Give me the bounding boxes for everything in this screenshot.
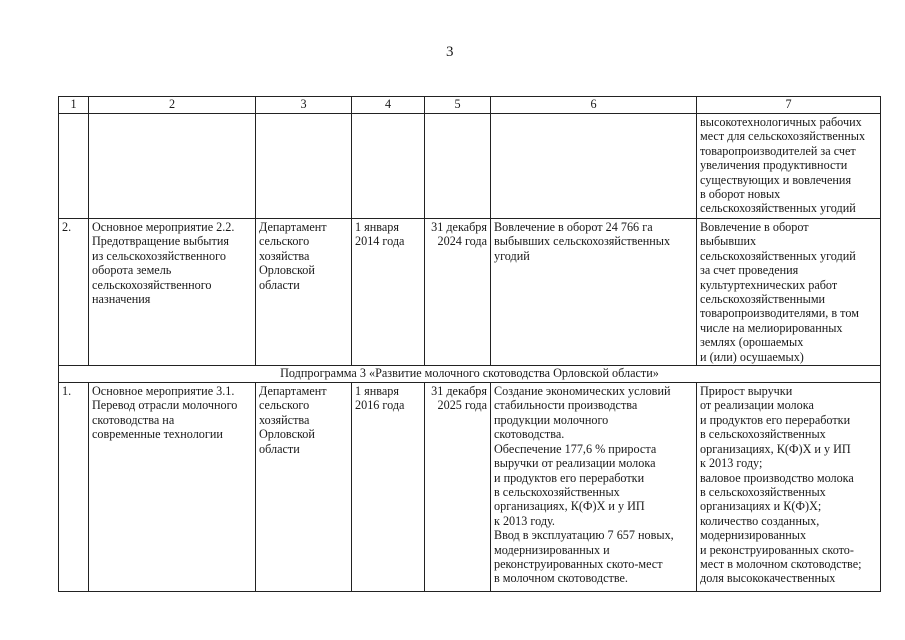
result-line: Вовлечение в оборот 24 766 га — [494, 220, 653, 234]
executor-cell — [256, 219, 352, 366]
program-measures-table — [58, 96, 881, 592]
end-date-line: 2024 года — [437, 234, 487, 249]
result-line: в молочном скотоводстве. — [494, 571, 628, 586]
indicator-line: Прирост выручки — [700, 384, 793, 399]
measure-line: Предотвращение выбытия — [92, 234, 229, 249]
num-cell: 2. — [59, 219, 89, 366]
indicator-line: культуртехнических работ — [700, 277, 838, 292]
result-line: в сельскохозяйственных — [494, 484, 620, 499]
indicator-line: и реконструированных ското- — [700, 542, 854, 557]
indicator-line: выбывших — [700, 234, 757, 249]
subprogram-row — [59, 366, 881, 383]
indicator-line: существующих и вовлечения — [700, 172, 852, 187]
result-cell — [491, 114, 697, 219]
table-row-continuation — [59, 114, 881, 219]
end-cell — [425, 383, 491, 592]
result-line: скотоводства. — [494, 427, 565, 442]
result-line: выручки от реализации молока — [494, 456, 656, 471]
measure-line: из сельскохозяйственного — [92, 248, 226, 263]
header-cell: 1 — [59, 97, 89, 114]
start-date-line: 1 января — [355, 220, 399, 234]
measure-cell — [89, 383, 256, 592]
indicator-line: мест для сельскохозяйственных — [700, 129, 866, 144]
executor-line: Орловской — [259, 263, 315, 278]
header-row — [59, 97, 881, 114]
indicator-line: товаропроизводителями, в том — [700, 306, 859, 321]
header-cell: 2 — [89, 97, 256, 114]
measure-cell — [89, 114, 256, 219]
indicator-line: к 2013 году; — [700, 456, 763, 471]
end-date-line: 31 декабря — [431, 384, 487, 399]
indicator-cell — [697, 219, 881, 366]
indicator-line: в сельскохозяйственных — [700, 427, 826, 442]
end-date-line: 2025 года — [437, 398, 487, 413]
indicator-line: мест в молочном скотоводстве; — [700, 556, 862, 571]
result-cell — [491, 219, 697, 366]
result-line: к 2013 году. — [494, 513, 555, 528]
executor-cell — [256, 114, 352, 219]
end-cell — [425, 219, 491, 366]
indicator-line: количество созданных, — [700, 513, 820, 528]
num-cell: 1. — [59, 383, 89, 592]
end-cell — [425, 114, 491, 219]
indicator-line: числе на мелиорированных — [700, 320, 843, 335]
indicator-line: высокотехнологичных рабочих — [700, 115, 862, 129]
result-line: Создание экономических условий — [494, 384, 671, 399]
start-cell — [352, 383, 425, 592]
start-cell — [352, 219, 425, 366]
measure-line: скотоводства на — [92, 412, 175, 427]
indicator-line: валовое производство молока — [700, 470, 854, 485]
indicator-line: организациях и К(Ф)Х; — [700, 499, 822, 514]
measure-line: Основное мероприятие 2.2. — [92, 220, 235, 234]
indicator-line: за счет проведения — [700, 263, 799, 278]
executor-cell — [256, 383, 352, 592]
header-cell: 6 — [491, 97, 697, 114]
result-line: модернизированных и — [494, 542, 610, 557]
indicator-line: сельскохозяйственных угодий — [700, 248, 856, 263]
num-cell — [59, 114, 89, 219]
result-line: организациях, К(Ф)Х и у ИП — [494, 499, 645, 514]
start-cell — [352, 114, 425, 219]
measure-line: Основное мероприятие 3.1. — [92, 384, 235, 399]
executor-line: хозяйства — [259, 412, 310, 427]
start-date-line: 2016 года — [355, 398, 405, 413]
executor-line: Департамент — [259, 384, 327, 399]
indicator-line: модернизированных — [700, 528, 807, 543]
table-row-measure-2-2 — [59, 219, 881, 366]
table-row-measure-3-1 — [59, 383, 881, 592]
indicator-line: от реализации молока — [700, 398, 814, 413]
header-cell: 3 — [256, 97, 352, 114]
indicator-line: в оборот новых — [700, 187, 781, 202]
indicator-line: сельскохозяйственными — [700, 292, 826, 307]
measure-line: назначения — [92, 292, 151, 307]
indicator-cell — [697, 114, 881, 219]
measure-cell — [89, 219, 256, 366]
executor-line: Орловской — [259, 427, 315, 442]
result-line: выбывших сельскохозяйственных — [494, 234, 671, 249]
indicator-line: землях (орошаемых — [700, 335, 804, 350]
page-number: 3 — [446, 44, 454, 60]
indicator-line: в сельскохозяйственных — [700, 484, 826, 499]
indicator-line: увеличения продуктивности — [700, 158, 848, 173]
executor-line: сельского — [259, 234, 310, 249]
indicator-line: Вовлечение в оборот — [700, 220, 809, 234]
result-line: реконструированных ското-мест — [494, 556, 663, 571]
indicator-line: сельскохозяйственных угодий — [700, 201, 856, 216]
header-cell: 7 — [697, 97, 881, 114]
indicator-line: товаропроизводителей за счет — [700, 143, 856, 158]
executor-line: области — [259, 277, 300, 292]
measure-line: современные технологии — [92, 427, 223, 442]
result-cell — [491, 383, 697, 592]
result-line: Обеспечение 177,6 % прироста — [494, 441, 657, 456]
result-line: Ввод в эксплуатацию 7 657 новых, — [494, 528, 674, 543]
measure-line: оборота земель — [92, 263, 172, 278]
measure-line: Перевод отрасли молочного — [92, 398, 238, 413]
result-line: стабильности производства — [494, 398, 638, 413]
start-date-line: 2014 года — [355, 234, 405, 249]
indicator-line: и (или) осушаемых) — [700, 349, 804, 364]
executor-line: хозяйства — [259, 248, 310, 263]
end-date-line: 31 декабря — [431, 220, 487, 234]
result-line: и продуктов его переработки — [494, 470, 645, 485]
subprogram-title: Подпрограмма 3 «Развитие молочного скотоводства Орловской области» — [59, 366, 881, 383]
executor-line: сельского — [259, 398, 310, 413]
measure-line: сельскохозяйственного — [92, 277, 212, 292]
header-cell: 5 — [425, 97, 491, 114]
indicator-line: организациях, К(Ф)Х и у ИП — [700, 441, 851, 456]
indicator-line: доля высококачественных — [700, 571, 836, 586]
result-line: угодий — [494, 248, 530, 263]
result-line: продукции молочного — [494, 412, 609, 427]
executor-line: области — [259, 441, 300, 456]
indicator-cell — [697, 383, 881, 592]
start-date-line: 1 января — [355, 384, 399, 399]
header-cell: 4 — [352, 97, 425, 114]
indicator-line: и продуктов его переработки — [700, 412, 851, 427]
executor-line: Департамент — [259, 220, 327, 234]
